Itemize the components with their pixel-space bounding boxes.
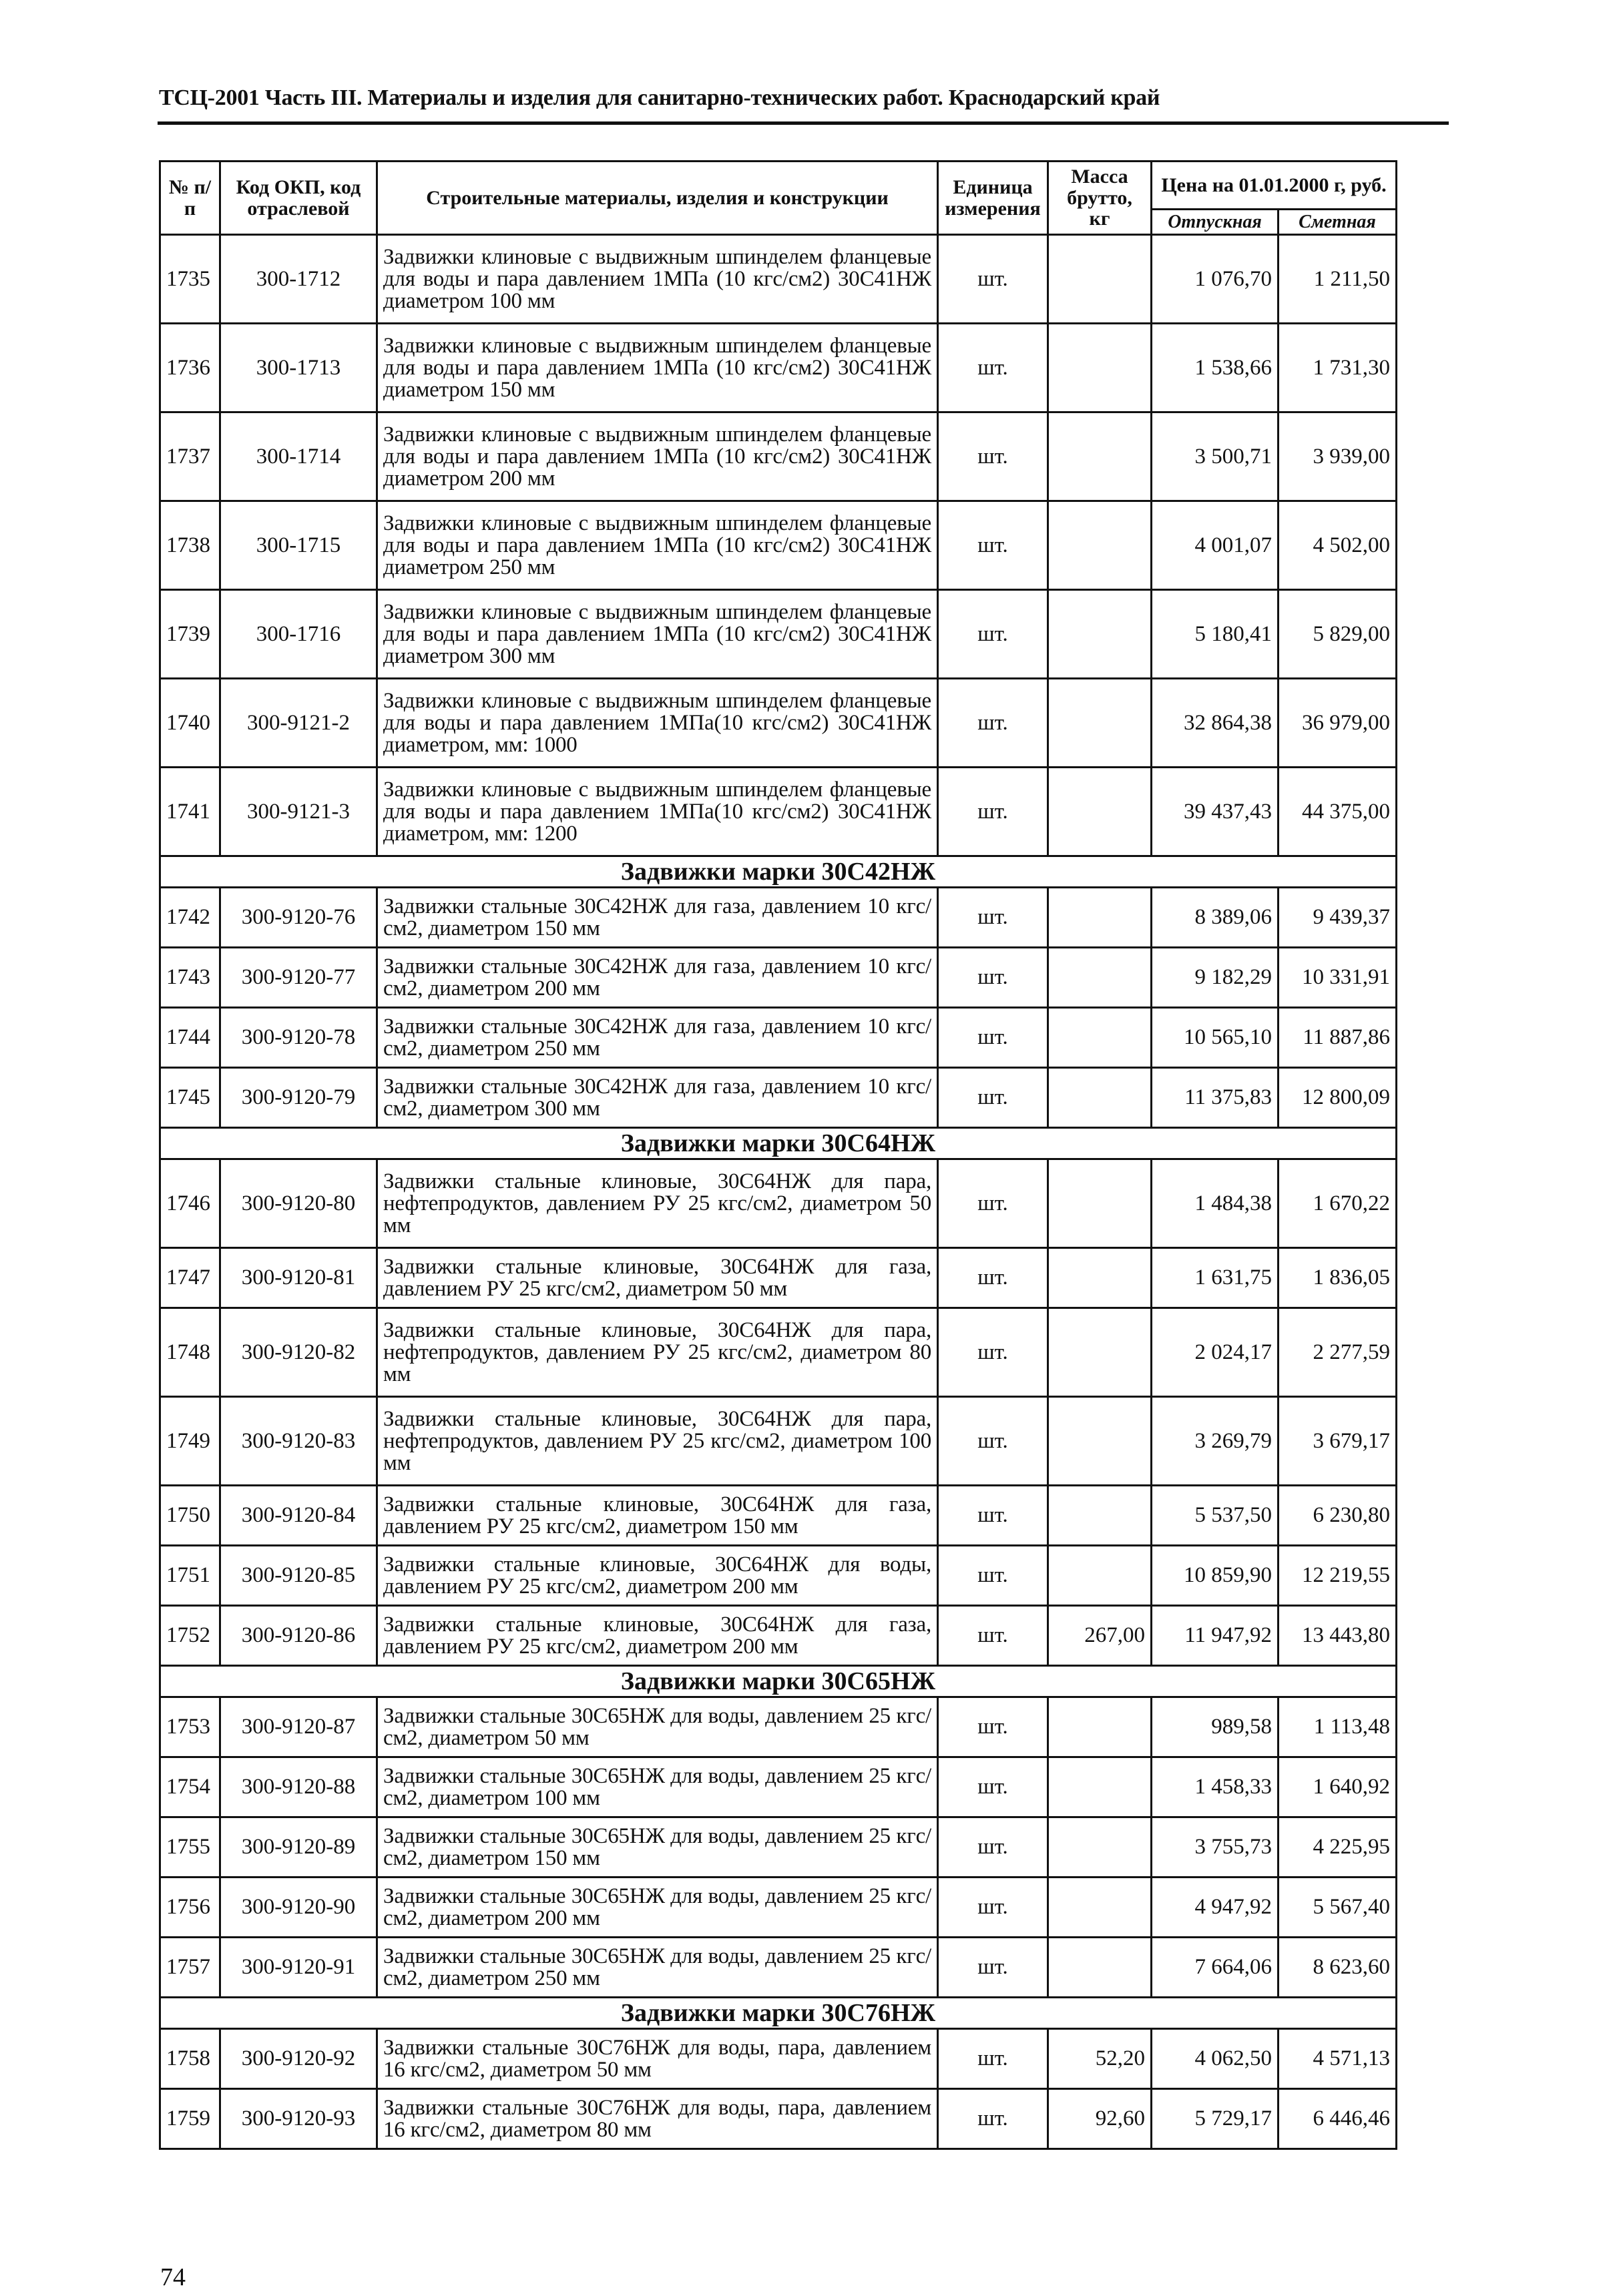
col-header-code: Код ОКП, код отраслевой xyxy=(220,162,377,235)
product-code: 300-9120-79 xyxy=(220,1068,377,1128)
price-release: 1 458,33 xyxy=(1152,1757,1279,1817)
price-release: 9 182,29 xyxy=(1152,948,1279,1008)
table-row xyxy=(160,1606,1397,1666)
gross-mass xyxy=(1048,1546,1152,1606)
gross-mass: 92,60 xyxy=(1048,2089,1152,2149)
table-row xyxy=(160,1697,1397,1757)
price-estimate: 44 375,00 xyxy=(1279,768,1397,856)
product-code: 300-9120-85 xyxy=(220,1546,377,1606)
product-code: 300-9120-76 xyxy=(220,888,377,948)
table-body xyxy=(160,235,1397,2149)
unit-of-measure: шт. xyxy=(938,768,1048,856)
price-estimate: 1 731,30 xyxy=(1279,324,1397,412)
product-code: 300-9120-87 xyxy=(220,1697,377,1757)
unit-of-measure: шт. xyxy=(938,1068,1048,1128)
unit-of-measure: шт. xyxy=(938,1757,1048,1817)
price-estimate: 5 829,00 xyxy=(1279,590,1397,679)
unit-of-measure: шт. xyxy=(938,1397,1048,1486)
unit-of-measure: шт. xyxy=(938,2089,1048,2149)
product-code: 300-1712 xyxy=(220,235,377,324)
unit-of-measure: шт. xyxy=(938,1817,1048,1878)
price-estimate: 1 113,48 xyxy=(1279,1697,1397,1757)
row-number: 1750 xyxy=(160,1486,220,1546)
row-number: 1746 xyxy=(160,1159,220,1248)
product-name: Задвижки стальные 30С76НЖ для воды, пара, давлением 16 кгс/см2, диаметром 80 мм xyxy=(377,2089,938,2149)
table-row xyxy=(160,412,1397,501)
row-number: 1738 xyxy=(160,501,220,590)
gross-mass xyxy=(1048,501,1152,590)
price-release: 5 537,50 xyxy=(1152,1486,1279,1546)
page-header: ТСЦ-2001 Часть III. Материалы и изделия для санитарно-технических работ. Краснодарский край xyxy=(159,85,1160,110)
gross-mass xyxy=(1048,888,1152,948)
product-name: Задвижки стальные клиновые, 30С64НЖ для пара, нефтепродуктов, давлением РУ 25 кгс/см2, диаметром 100 мм xyxy=(377,1397,938,1486)
table-row xyxy=(160,1308,1397,1397)
price-estimate: 6 446,46 xyxy=(1279,2089,1397,2149)
gross-mass: 52,20 xyxy=(1048,2029,1152,2089)
gross-mass xyxy=(1048,1938,1152,1998)
row-number: 1756 xyxy=(160,1878,220,1938)
price-estimate: 6 230,80 xyxy=(1279,1486,1397,1546)
section-row xyxy=(160,856,1397,888)
price-estimate: 1 640,92 xyxy=(1279,1757,1397,1817)
gross-mass xyxy=(1048,679,1152,768)
gross-mass xyxy=(1048,412,1152,501)
table-row xyxy=(160,679,1397,768)
section-title: Задвижки марки 30С65НЖ xyxy=(160,1666,1397,1697)
unit-of-measure: шт. xyxy=(938,235,1048,324)
section-title: Задвижки марки 30С42НЖ xyxy=(160,856,1397,888)
gross-mass xyxy=(1048,948,1152,1008)
table-row xyxy=(160,948,1397,1008)
row-number: 1739 xyxy=(160,590,220,679)
product-code: 300-9120-90 xyxy=(220,1878,377,1938)
price-release: 4 001,07 xyxy=(1152,501,1279,590)
price-release: 1 076,70 xyxy=(1152,235,1279,324)
unit-of-measure: шт. xyxy=(938,501,1048,590)
row-number: 1748 xyxy=(160,1308,220,1397)
product-name: Задвижки стальные 30С65НЖ для воды, давлением 25 кгс/см2, диаметром 150 мм xyxy=(377,1817,938,1878)
product-name: Задвижки стальные 30С65НЖ для воды, давлением 25 кгс/см2, диаметром 100 мм xyxy=(377,1757,938,1817)
product-code: 300-9120-92 xyxy=(220,2029,377,2089)
product-name: Задвижки клиновые с выдвижным шпинделем фланцевые для воды и пара давлением 1МПа(10 кгс/см2) 30С41НЖ диаметром, мм: 1000 xyxy=(377,679,938,768)
table-row xyxy=(160,1397,1397,1486)
gross-mass xyxy=(1048,590,1152,679)
gross-mass xyxy=(1048,235,1152,324)
gross-mass xyxy=(1048,1008,1152,1068)
product-code: 300-9121-3 xyxy=(220,768,377,856)
product-name: Задвижки стальные клиновые, 30С64НЖ для воды, давлением РУ 25 кгс/см2, диаметром 200 мм xyxy=(377,1546,938,1606)
table-row xyxy=(160,2029,1397,2089)
table-row xyxy=(160,235,1397,324)
gross-mass xyxy=(1048,1248,1152,1308)
product-code: 300-9120-81 xyxy=(220,1248,377,1308)
gross-mass: 267,00 xyxy=(1048,1606,1152,1666)
price-table xyxy=(159,160,1397,2150)
unit-of-measure: шт. xyxy=(938,1008,1048,1068)
product-code: 300-9120-93 xyxy=(220,2089,377,2149)
price-release: 11 375,83 xyxy=(1152,1068,1279,1128)
table-row xyxy=(160,1546,1397,1606)
product-name: Задвижки стальные клиновые, 30С64НЖ для пара, нефтепродуктов, давлением РУ 25 кгс/см2, диаметром 50 мм xyxy=(377,1159,938,1248)
table-row xyxy=(160,590,1397,679)
unit-of-measure: шт. xyxy=(938,324,1048,412)
price-release: 1 631,75 xyxy=(1152,1248,1279,1308)
col-header-num: № п/п xyxy=(160,162,220,235)
gross-mass xyxy=(1048,1486,1152,1546)
row-number: 1753 xyxy=(160,1697,220,1757)
table-row xyxy=(160,324,1397,412)
unit-of-measure: шт. xyxy=(938,1697,1048,1757)
row-number: 1745 xyxy=(160,1068,220,1128)
price-estimate: 8 623,60 xyxy=(1279,1938,1397,1998)
price-estimate: 13 443,80 xyxy=(1279,1606,1397,1666)
table-row xyxy=(160,1757,1397,1817)
section-title: Задвижки марки 30С64НЖ xyxy=(160,1128,1397,1159)
product-name: Задвижки стальные клиновые, 30С64НЖ для газа, давлением РУ 25 кгс/см2, диаметром 50 мм xyxy=(377,1248,938,1308)
row-number: 1736 xyxy=(160,324,220,412)
price-estimate: 1 836,05 xyxy=(1279,1248,1397,1308)
table-row xyxy=(160,1068,1397,1128)
product-name: Задвижки стальные клиновые, 30С64НЖ для пара, нефтепродуктов, давлением РУ 25 кгс/см2, диаметром 80 мм xyxy=(377,1308,938,1397)
product-name: Задвижки стальные 30С42НЖ для газа, давлением 10 кгс/см2, диаметром 250 мм xyxy=(377,1008,938,1068)
price-estimate: 4 225,95 xyxy=(1279,1817,1397,1878)
row-number: 1742 xyxy=(160,888,220,948)
col-header-price: Цена на 01.01.2000 г, руб. xyxy=(1152,162,1397,210)
price-estimate: 12 800,09 xyxy=(1279,1068,1397,1128)
unit-of-measure: шт. xyxy=(938,679,1048,768)
price-release: 10 565,10 xyxy=(1152,1008,1279,1068)
unit-of-measure: шт. xyxy=(938,1606,1048,1666)
section-title: Задвижки марки 30С76НЖ xyxy=(160,1998,1397,2029)
section-row xyxy=(160,1666,1397,1697)
price-estimate: 10 331,91 xyxy=(1279,948,1397,1008)
product-name: Задвижки стальные 30С65НЖ для воды, давлением 25 кгс/см2, диаметром 50 мм xyxy=(377,1697,938,1757)
row-number: 1743 xyxy=(160,948,220,1008)
table-row xyxy=(160,1878,1397,1938)
unit-of-measure: шт. xyxy=(938,1546,1048,1606)
product-code: 300-9120-84 xyxy=(220,1486,377,1546)
gross-mass xyxy=(1048,1068,1152,1128)
price-estimate: 4 571,13 xyxy=(1279,2029,1397,2089)
product-name: Задвижки стальные 30С65НЖ для воды, давлением 25 кгс/см2, диаметром 250 мм xyxy=(377,1938,938,1998)
unit-of-measure: шт. xyxy=(938,1486,1048,1546)
unit-of-measure: шт. xyxy=(938,1159,1048,1248)
price-release: 4 062,50 xyxy=(1152,2029,1279,2089)
price-estimate: 1 211,50 xyxy=(1279,235,1397,324)
product-name: Задвижки клиновые с выдвижным шпинделем фланцевые для воды и пара давлением 1МПа (10 кгс/см2) 30С41НЖ диаметром 150 мм xyxy=(377,324,938,412)
unit-of-measure: шт. xyxy=(938,1938,1048,1998)
row-number: 1737 xyxy=(160,412,220,501)
row-number: 1755 xyxy=(160,1817,220,1878)
table-row xyxy=(160,1159,1397,1248)
row-number: 1744 xyxy=(160,1008,220,1068)
gross-mass xyxy=(1048,1397,1152,1486)
header-rule xyxy=(158,121,1449,125)
col-header-price-release: Отпускная xyxy=(1152,210,1279,235)
price-release: 1 538,66 xyxy=(1152,324,1279,412)
price-estimate: 4 502,00 xyxy=(1279,501,1397,590)
price-release: 2 024,17 xyxy=(1152,1308,1279,1397)
product-name: Задвижки стальные клиновые, 30С64НЖ для газа, давлением РУ 25 кгс/см2, диаметром 200 мм xyxy=(377,1606,938,1666)
table-row xyxy=(160,501,1397,590)
col-header-mass: Масса брутто, кг xyxy=(1048,162,1152,235)
product-name: Задвижки клиновые с выдвижным шпинделем фланцевые для воды и пара давлением 1МПа (10 кгс/см2) 30С41НЖ диаметром 100 мм xyxy=(377,235,938,324)
table-row xyxy=(160,1817,1397,1878)
col-header-name: Строительные материалы, изделия и конструкции xyxy=(377,162,938,235)
product-code: 300-1716 xyxy=(220,590,377,679)
product-name: Задвижки клиновые с выдвижным шпинделем фланцевые для воды и пара давлением 1МПа (10 кгс/см2) 30С41НЖ диаметром 250 мм xyxy=(377,501,938,590)
price-release: 4 947,92 xyxy=(1152,1878,1279,1938)
price-estimate: 3 939,00 xyxy=(1279,412,1397,501)
table-row xyxy=(160,1486,1397,1546)
unit-of-measure: шт. xyxy=(938,888,1048,948)
unit-of-measure: шт. xyxy=(938,1878,1048,1938)
row-number: 1757 xyxy=(160,1938,220,1998)
col-header-price-estimate: Сметная xyxy=(1279,210,1397,235)
price-release: 5 180,41 xyxy=(1152,590,1279,679)
price-estimate: 9 439,37 xyxy=(1279,888,1397,948)
price-release: 39 437,43 xyxy=(1152,768,1279,856)
row-number: 1759 xyxy=(160,2089,220,2149)
price-estimate: 36 979,00 xyxy=(1279,679,1397,768)
gross-mass xyxy=(1048,1159,1152,1248)
price-release: 989,58 xyxy=(1152,1697,1279,1757)
price-estimate: 2 277,59 xyxy=(1279,1308,1397,1397)
table-row xyxy=(160,2089,1397,2149)
product-name: Задвижки стальные 30С42НЖ для газа, давлением 10 кгс/см2, диаметром 200 мм xyxy=(377,948,938,1008)
unit-of-measure: шт. xyxy=(938,412,1048,501)
product-code: 300-9120-88 xyxy=(220,1757,377,1817)
table-row xyxy=(160,1938,1397,1998)
price-estimate: 3 679,17 xyxy=(1279,1397,1397,1486)
gross-mass xyxy=(1048,1308,1152,1397)
row-number: 1740 xyxy=(160,679,220,768)
product-code: 300-9120-83 xyxy=(220,1397,377,1486)
price-release: 3 500,71 xyxy=(1152,412,1279,501)
product-code: 300-1713 xyxy=(220,324,377,412)
price-release: 3 755,73 xyxy=(1152,1817,1279,1878)
price-release: 32 864,38 xyxy=(1152,679,1279,768)
gross-mass xyxy=(1048,1878,1152,1938)
page-number: 74 xyxy=(160,2263,186,2291)
unit-of-measure: шт. xyxy=(938,1308,1048,1397)
unit-of-measure: шт. xyxy=(938,1248,1048,1308)
row-number: 1758 xyxy=(160,2029,220,2089)
product-code: 300-1714 xyxy=(220,412,377,501)
price-release: 8 389,06 xyxy=(1152,888,1279,948)
unit-of-measure: шт. xyxy=(938,590,1048,679)
product-code: 300-9120-78 xyxy=(220,1008,377,1068)
product-name: Задвижки клиновые с выдвижным шпинделем фланцевые для воды и пара давлением 1МПа (10 кгс/см2) 30С41НЖ диаметром 200 мм xyxy=(377,412,938,501)
gross-mass xyxy=(1048,768,1152,856)
price-release: 5 729,17 xyxy=(1152,2089,1279,2149)
product-code: 300-9120-80 xyxy=(220,1159,377,1248)
product-name: Задвижки клиновые с выдвижным шпинделем фланцевые для воды и пара давлением 1МПа (10 кгс/см2) 30С41НЖ диаметром 300 мм xyxy=(377,590,938,679)
price-release: 7 664,06 xyxy=(1152,1938,1279,1998)
product-code: 300-1715 xyxy=(220,501,377,590)
gross-mass xyxy=(1048,324,1152,412)
price-release: 10 859,90 xyxy=(1152,1546,1279,1606)
row-number: 1751 xyxy=(160,1546,220,1606)
price-release: 11 947,92 xyxy=(1152,1606,1279,1666)
price-estimate: 11 887,86 xyxy=(1279,1008,1397,1068)
product-code: 300-9121-2 xyxy=(220,679,377,768)
gross-mass xyxy=(1048,1697,1152,1757)
price-release: 1 484,38 xyxy=(1152,1159,1279,1248)
product-name: Задвижки стальные 30С65НЖ для воды, давлением 25 кгс/см2, диаметром 200 мм xyxy=(377,1878,938,1938)
table-row xyxy=(160,888,1397,948)
product-code: 300-9120-77 xyxy=(220,948,377,1008)
product-code: 300-9120-91 xyxy=(220,1938,377,1998)
product-name: Задвижки стальные 30С42НЖ для газа, давлением 10 кгс/см2, диаметром 150 мм xyxy=(377,888,938,948)
unit-of-measure: шт. xyxy=(938,2029,1048,2089)
product-name: Задвижки стальные клиновые, 30С64НЖ для газа, давлением РУ 25 кгс/см2, диаметром 150 мм xyxy=(377,1486,938,1546)
row-number: 1754 xyxy=(160,1757,220,1817)
product-code: 300-9120-89 xyxy=(220,1817,377,1878)
table-row xyxy=(160,1248,1397,1308)
price-estimate: 1 670,22 xyxy=(1279,1159,1397,1248)
product-code: 300-9120-82 xyxy=(220,1308,377,1397)
gross-mass xyxy=(1048,1757,1152,1817)
price-estimate: 12 219,55 xyxy=(1279,1546,1397,1606)
row-number: 1749 xyxy=(160,1397,220,1486)
price-estimate: 5 567,40 xyxy=(1279,1878,1397,1938)
gross-mass xyxy=(1048,1817,1152,1878)
product-name: Задвижки стальные 30С42НЖ для газа, давлением 10 кгс/см2, диаметром 300 мм xyxy=(377,1068,938,1128)
section-row xyxy=(160,1998,1397,2029)
table-row xyxy=(160,768,1397,856)
row-number: 1747 xyxy=(160,1248,220,1308)
row-number: 1735 xyxy=(160,235,220,324)
col-header-unit: Единица измерения xyxy=(938,162,1048,235)
price-release: 3 269,79 xyxy=(1152,1397,1279,1486)
section-row xyxy=(160,1128,1397,1159)
row-number: 1741 xyxy=(160,768,220,856)
unit-of-measure: шт. xyxy=(938,948,1048,1008)
product-name: Задвижки клиновые с выдвижным шпинделем фланцевые для воды и пара давлением 1МПа(10 кгс/см2) 30С41НЖ диаметром, мм: 1200 xyxy=(377,768,938,856)
product-name: Задвижки стальные 30С76НЖ для воды, пара, давлением 16 кгс/см2, диаметром 50 мм xyxy=(377,2029,938,2089)
table-row xyxy=(160,1008,1397,1068)
row-number: 1752 xyxy=(160,1606,220,1666)
product-code: 300-9120-86 xyxy=(220,1606,377,1666)
